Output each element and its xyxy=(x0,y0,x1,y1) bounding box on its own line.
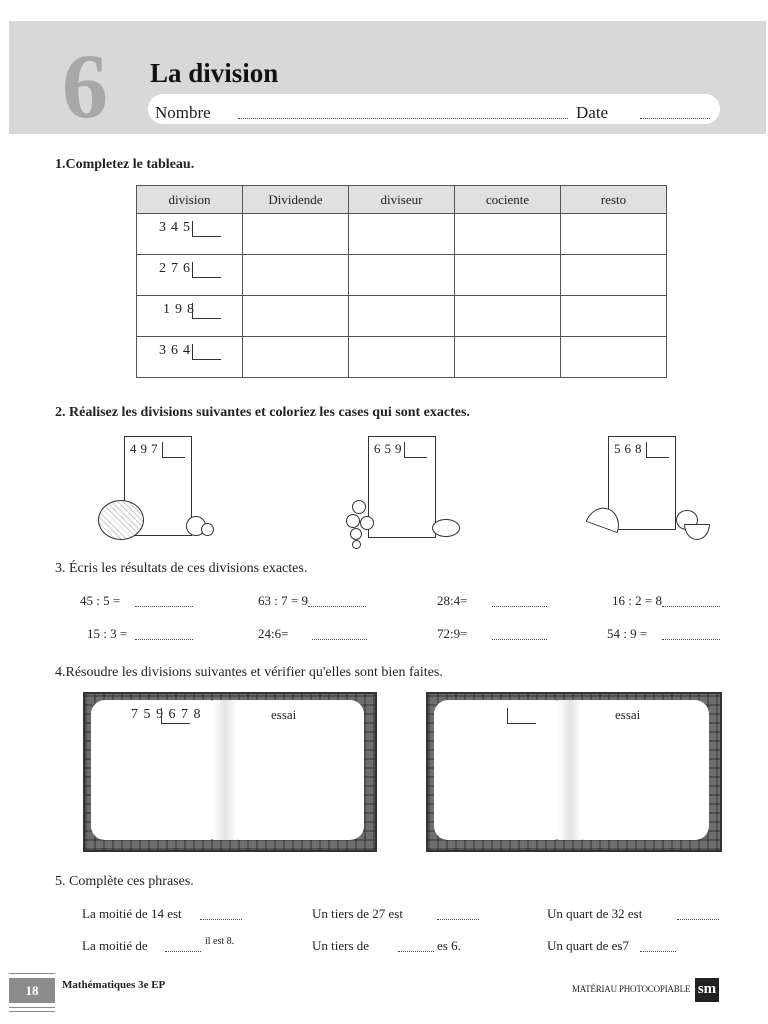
exercise-4-title: 4.Résoudre les divisions suivantes et vérifier qu'elles sont bien faites. xyxy=(55,665,443,680)
equation: 28:4= xyxy=(437,593,468,608)
grape-icon xyxy=(360,516,374,530)
division-bracket xyxy=(192,303,221,319)
page-title: La division xyxy=(150,58,279,88)
footer-rule xyxy=(9,1011,55,1012)
equation xyxy=(612,593,662,609)
pear-icon xyxy=(432,519,460,537)
sentence: Un quart de 32 est xyxy=(547,906,643,921)
quotient-cell[interactable] xyxy=(455,337,561,378)
exercise-2-title: 2. Réalisez les divisions suivantes et coloriez les cases qui sont exactes. xyxy=(55,405,470,420)
page-number: 18 xyxy=(9,978,55,1003)
column-header: Dividende xyxy=(243,186,349,214)
division-expression xyxy=(159,343,195,359)
division-cell xyxy=(137,337,243,378)
answer-field[interactable] xyxy=(492,606,547,607)
table-row xyxy=(137,214,667,255)
divisor: 4 xyxy=(183,343,195,358)
grape-icon xyxy=(346,514,360,528)
grapes-icon xyxy=(352,500,366,514)
equation xyxy=(258,593,308,609)
book-title: Mathématiques 3e EP xyxy=(62,979,166,991)
fruit-icon xyxy=(201,523,214,536)
equation: 24:6= xyxy=(258,626,289,641)
answer-field[interactable] xyxy=(312,639,367,640)
dividend: 27 xyxy=(159,261,183,276)
essai-label: essai xyxy=(271,707,297,722)
grape-icon xyxy=(350,528,362,540)
chapter-number: 6 xyxy=(62,35,108,137)
answer-field[interactable] xyxy=(200,919,242,920)
dividend: 19 xyxy=(163,302,187,317)
notebook-spine xyxy=(213,700,237,840)
dividend: 49 xyxy=(130,441,151,456)
table-row xyxy=(137,337,667,378)
divisor: 6 xyxy=(183,261,195,276)
answer-field[interactable] xyxy=(398,951,434,952)
equation: 54 : 9 = xyxy=(607,626,648,641)
division-cell xyxy=(137,296,243,337)
divisor: 6 7 8 xyxy=(168,707,202,722)
division-bracket xyxy=(162,442,185,458)
essai-label: essai xyxy=(615,707,641,722)
quotient-cell[interactable] xyxy=(455,255,561,296)
remainder-cell[interactable] xyxy=(561,296,667,337)
division-bracket xyxy=(646,442,669,458)
divisor: 8 xyxy=(187,302,199,317)
answer-field[interactable] xyxy=(135,639,193,640)
answer-field[interactable] xyxy=(662,606,720,607)
column-header: diviseur xyxy=(349,186,455,214)
equation: 15 : 3 = xyxy=(87,626,128,641)
answer-field[interactable] xyxy=(165,951,201,952)
date-field[interactable] xyxy=(640,118,710,119)
division-bracket xyxy=(161,708,190,724)
answer-field[interactable] xyxy=(308,606,366,607)
footer-rule xyxy=(9,973,55,974)
grape-icon xyxy=(352,540,361,549)
banana-icon xyxy=(684,524,710,540)
answer-field[interactable] xyxy=(640,951,676,952)
name-label: Nombre xyxy=(155,103,211,122)
dividend-cell[interactable] xyxy=(243,337,349,378)
footer-rule xyxy=(9,1007,55,1008)
division-expression xyxy=(159,261,195,277)
column-header: resto xyxy=(561,186,667,214)
answer-field[interactable] xyxy=(662,639,720,640)
division-expression xyxy=(614,441,646,457)
dividend-cell[interactable] xyxy=(243,255,349,296)
divisor: 9 xyxy=(395,441,406,456)
remainder-cell[interactable] xyxy=(561,337,667,378)
sentence: Un tiers de 27 est xyxy=(312,906,403,921)
exercise-3-title: 3. Écris les résultats de ces divisions exactes. xyxy=(55,561,308,576)
dividend: 36 xyxy=(159,343,183,358)
equation-expr: 16 : 2 = xyxy=(612,593,656,608)
dividend: 56 xyxy=(614,441,635,456)
table-row xyxy=(137,296,667,337)
handwritten-answer: 9 xyxy=(301,593,308,608)
column-header: division xyxy=(137,186,243,214)
divisor: 8 xyxy=(635,441,646,456)
date-label: Date xyxy=(576,103,609,122)
remainder-cell[interactable] xyxy=(561,214,667,255)
quotient-cell[interactable] xyxy=(455,214,561,255)
equation: 72:9= xyxy=(437,626,468,641)
handwritten-answer: 8 xyxy=(655,593,662,608)
divisor-cell[interactable] xyxy=(349,255,455,296)
melon-icon xyxy=(98,500,144,540)
notebook-spine xyxy=(558,700,582,840)
divisor-cell[interactable] xyxy=(349,214,455,255)
division-bracket xyxy=(507,708,536,724)
quotient-cell[interactable] xyxy=(455,296,561,337)
name-field[interactable] xyxy=(238,118,568,119)
name-date-bar xyxy=(148,94,720,124)
division-cell xyxy=(137,255,243,296)
division-table xyxy=(136,185,667,378)
exercise-5-title: 5. Complète ces phrases. xyxy=(55,874,194,889)
dividend-cell[interactable] xyxy=(243,296,349,337)
divisor-cell[interactable] xyxy=(349,337,455,378)
dividend: 7 5 9 xyxy=(131,707,164,722)
equation: 45 : 5 = xyxy=(80,593,121,608)
handwritten-answer: il est 8. xyxy=(205,936,235,947)
dividend-cell[interactable] xyxy=(243,214,349,255)
exercise-1-title: 1.Completez le tableau. xyxy=(55,157,195,172)
answer-field[interactable] xyxy=(492,639,547,640)
division-expression xyxy=(130,441,162,457)
divisor-cell[interactable] xyxy=(349,296,455,337)
notebook-page[interactable] xyxy=(434,700,568,840)
dividend: 34 xyxy=(159,220,183,235)
sentence: La moitié de 14 est xyxy=(82,906,182,921)
remainder-cell[interactable] xyxy=(561,255,667,296)
sentence: Un tiers de xyxy=(312,938,370,953)
equation-expr: 63 : 7 = xyxy=(258,593,302,608)
sentence: La moitié de xyxy=(82,938,148,953)
division-bracket xyxy=(192,344,221,360)
table-row xyxy=(137,255,667,296)
division-expression xyxy=(159,220,195,236)
division-bracket xyxy=(192,262,221,278)
photocopy-notice: MATÉRIAU PHOTOCOPIABLE xyxy=(572,984,691,994)
table-header-row xyxy=(137,186,667,214)
answer-field[interactable] xyxy=(135,606,193,607)
division-bracket xyxy=(192,221,221,237)
publisher-logo: sm xyxy=(695,978,719,1002)
division-bracket xyxy=(404,442,427,458)
dividend: 65 xyxy=(374,441,395,456)
divisor: 7 xyxy=(151,441,162,456)
divisor: 5 xyxy=(183,220,195,235)
column-header: cociente xyxy=(455,186,561,214)
sentence: Un quart de es7 xyxy=(547,938,629,953)
answer-field[interactable] xyxy=(677,919,719,920)
sentence-suffix: es 6. xyxy=(437,938,461,953)
division-expression xyxy=(374,441,406,457)
division-cell xyxy=(137,214,243,255)
answer-field[interactable] xyxy=(437,919,479,920)
